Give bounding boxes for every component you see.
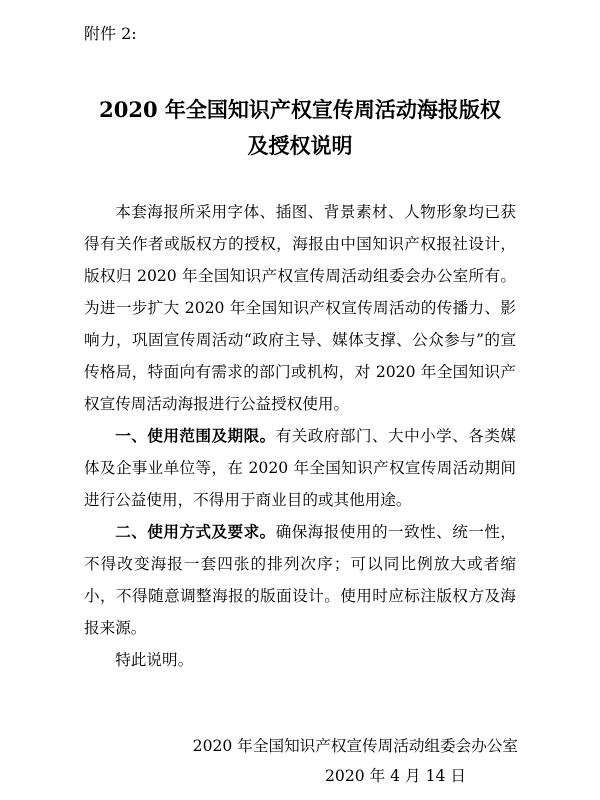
title-line-1: 2020 年全国知识产权宣传周活动海报版权 — [99, 97, 501, 122]
section-usage-scope-text: 有关政府部门、大中小学、各类媒体及企事业单位等，在 2020 年全国知识产权宣传周活动期间进行公益使用，不得用于商业目的或其他用途。 — [84, 427, 516, 509]
section-usage-scope — [84, 420, 516, 516]
attachment-label: 附件 2: — [84, 24, 137, 43]
document-title — [0, 92, 600, 164]
closing-paragraph: 特此说明。 — [115, 651, 194, 669]
section-usage-method — [84, 516, 516, 644]
section-usage-method-text: 确保海报使用的一致性、统一性，不得改变海报一套四张的排列次序；可以同比例放大或者缩小，不得随意调整海报的版面设计。使用时应标注版权方及海报来源。 — [84, 523, 516, 637]
intro-paragraph: 本套海报所采用字体、插图、背景素材、人物形象均已获得有关作者或版权方的授权，海报由中国知识产权报社设计，版权归 2020 年全国知识产权宣传周活动组委会办公室所有。为进一步扩大 2020 年全国知识产权宣传周活动的传播力、影响力，巩固宣传周活动“政府主导、媒体支撑、公众参与”的宣传格局，特面向有需求的部门或机构，对 2020 年全国知识产权宣传周活动海报进行公益授权使用。 — [84, 203, 516, 413]
section-usage-method-heading: 二、使用方式及要求。 — [115, 522, 276, 541]
section-usage-scope-heading: 一、使用范围及期限。 — [115, 426, 276, 445]
title-line-2: 及授权说明 — [247, 133, 353, 158]
signature-date: 2020 年 4 月 14 日 — [324, 767, 466, 785]
document-body — [84, 196, 516, 676]
signature-organization: 2020 年全国知识产权宣传周活动组委会办公室 — [192, 737, 518, 755]
